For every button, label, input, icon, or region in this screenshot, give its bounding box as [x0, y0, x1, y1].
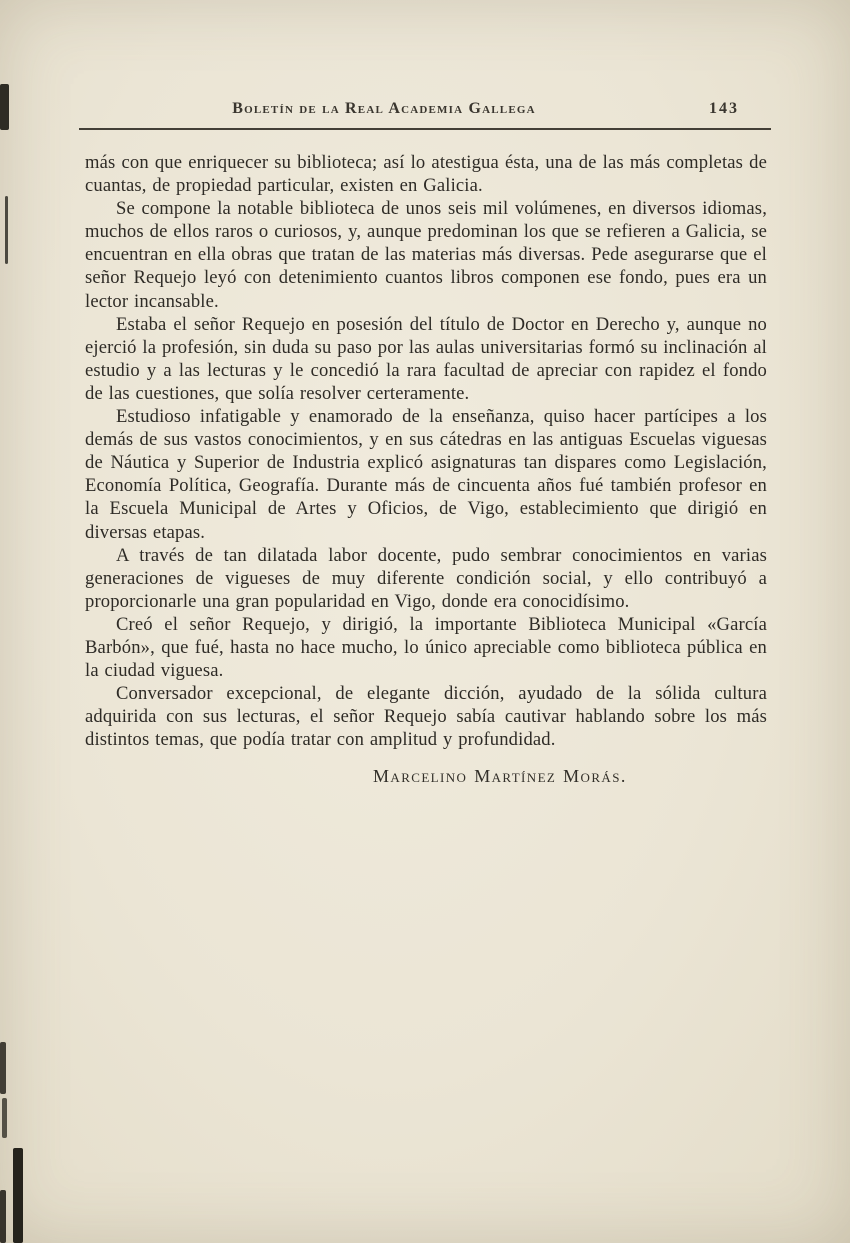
page-header	[85, 100, 767, 126]
scan-artifact	[0, 1190, 6, 1243]
text-column	[85, 100, 767, 789]
journal-title: Boletín de la Real Academia Gallega	[232, 100, 536, 117]
header-rule	[79, 128, 771, 130]
paragraph: Estaba el señor Requejo en posesión del título de Doctor en Derecho y, aunque no ejerció la profesión, sin duda su paso por las aulas universitarias formó su inclinación al estudio y a las lecturas y le concedió la rara facultad de apreciar con rapidez el fondo de las cuestiones, que solía resolver certeramente.	[85, 313, 767, 404]
scan-artifact	[5, 196, 8, 264]
scan-artifact	[0, 1042, 6, 1094]
paragraph: Se compone la notable biblioteca de unos seis mil volúmenes, en diversos idiomas, muchos de ellos raros o curiosos, y, aunque predominan los que se refieren a Galicia, se encuentran en ella obras que tratan de las materias más diversas. Pede asegurarse que el señor Requejo leyó con detenimiento cuantos libros componen ese fondo, pues era un lector incansable.	[85, 198, 767, 312]
paragraph: más con que enriquecer su biblioteca; así lo atestigua ésta, una de las más completas de cuantas, de propiedad particular, existen en Galicia.	[85, 152, 767, 197]
article-body	[85, 151, 767, 789]
scan-artifact	[0, 84, 9, 130]
paragraph: Creó el señor Requejo, y dirigió, la importante Biblioteca Municipal «García Barbón», que fué, hasta no hace mucho, lo único apreciable como biblioteca pública en la ciudad viguesa.	[85, 613, 767, 682]
scan-artifact	[13, 1148, 23, 1243]
paragraph: Estudioso infatigable y enamorado de la enseñanza, quiso hacer partícipes a los demás de sus vastos conocimientos, y en sus cátedras en las antiguas Escuelas viguesas de Náutica y Superior de Industria explicó asignaturas tan dispares como Legislación, Economía Política, Geografía. Durante más de cincuenta años fué también profesor en la Escuela Municipal de Artes y Oficios, de Vigo, establecimiento que dirigió en diversas etapas.	[85, 406, 767, 543]
page-number: 143	[709, 100, 739, 117]
scan-artifact	[2, 1098, 7, 1138]
paragraph: Conversador excepcional, de elegante dicción, ayudado de la sólida cultura adquirida con sus lecturas, el señor Requejo sabía cautivar hablando sobre los más distintos temas, que podía tratar con amplitud y profundidad.	[85, 683, 767, 751]
author-signature: Marcelino Martínez Morás.	[373, 766, 627, 787]
paragraph: A través de tan dilatada labor docente, pudo sembrar conocimientos en varias generaciones de vigueses de muy diferente condición social, y ello contribuyó a proporcionarle una gran popularidad en Vigo, donde era conocidísimo.	[85, 544, 767, 612]
